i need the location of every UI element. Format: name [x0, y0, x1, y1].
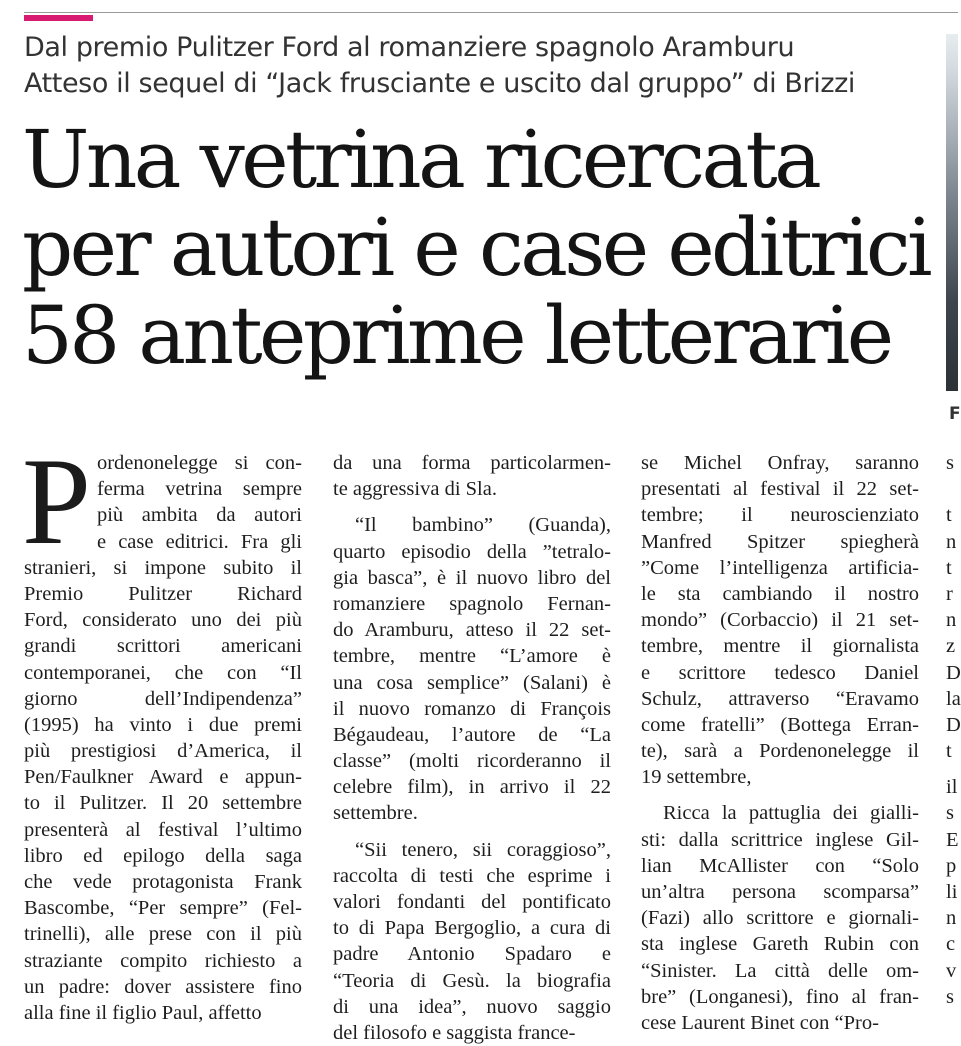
- text-line: una cosa semplice” (Salani) è: [333, 671, 611, 694]
- text-line: grandi scrittori americani: [24, 635, 302, 658]
- text-line: z: [946, 635, 956, 658]
- text-line: giorno dell’Indipendenza”: [24, 687, 302, 710]
- text-line: t: [946, 740, 952, 763]
- article-paragraph: [641, 450, 919, 790]
- text-line: e scrittore tedesco Daniel: [641, 661, 919, 684]
- photo-edge: [946, 34, 958, 391]
- text-line: lian McAllister con “Solo: [641, 854, 919, 877]
- text-line: sti: dalla scrittrice inglese Gil-: [641, 828, 919, 851]
- kicker-line-2: Atteso il sequel di “Jack frusciante e uscito dal gruppo” di Brizzi: [24, 68, 856, 99]
- text-line: 19 settembre,: [641, 766, 752, 789]
- text-line: n: [946, 609, 957, 632]
- text-line: raccolta di testi che esprime i: [333, 864, 611, 887]
- text-line: padre Antonio Spadaro e: [333, 943, 611, 966]
- article-paragraph: [946, 774, 958, 1010]
- article-paragraph: [641, 800, 919, 1036]
- text-line: celebre film), in arrivo il 22: [333, 776, 611, 799]
- text-line: la: [946, 687, 961, 710]
- text-line: s: [946, 985, 954, 1008]
- text-line: contemporanei, che con “Il: [24, 661, 302, 684]
- article-column-1: [22, 433, 302, 1026]
- text-line: libro ed epilogo della saga: [24, 844, 302, 867]
- text-line: D: [946, 661, 961, 684]
- text-line: to il Pulitzer. Il 20 settembre: [24, 792, 302, 815]
- text-line: Bascombe, “Per sempre” (Fel-: [24, 897, 302, 920]
- text-line: (1995) ha vinto i due premi: [24, 713, 302, 736]
- photo-caption-fragment: F: [949, 404, 961, 424]
- text-line: Pen/Faulkner Award e appun-: [24, 766, 302, 789]
- text-line: e case editrici. Fra gli: [96, 530, 302, 553]
- text-line: c: [946, 933, 956, 956]
- text-line: sta inglese Gareth Rubin con: [641, 933, 919, 956]
- text-line: le sta cambiando il nostro: [641, 582, 919, 605]
- text-line: tembre, mentre “L’amore è: [333, 645, 611, 668]
- text-line: un’altra persona scomparsa”: [641, 881, 919, 903]
- text-line: “Teoria di Gesù. la biografia: [333, 969, 611, 992]
- article-column-2: [333, 450, 611, 1046]
- text-line: mondo” (Corbaccio) il 21 set-: [641, 609, 919, 632]
- text-line: un padre: dover assistere fino: [24, 975, 302, 998]
- text-line: v: [946, 959, 957, 982]
- kicker-line-1: Dal premio Pulitzer Ford al romanziere spagnolo Aramburu: [24, 32, 795, 63]
- text-line: te aggressiva di Sla.: [333, 478, 497, 501]
- text-line: classe” (molti ricorderanno il: [333, 750, 611, 773]
- text-line: il nuovo romanzo di François: [333, 697, 611, 720]
- text-line: più prestigiosi d’America, il: [24, 740, 302, 763]
- text-line: “Il bambino” (Guanda),: [355, 514, 611, 537]
- text-line: alla fine il figlio Paul, affetto: [24, 1001, 262, 1024]
- article-paragraph: [946, 450, 961, 764]
- text-line: settembre.: [333, 802, 418, 825]
- text-line: presentati al festival il 22 set-: [641, 478, 919, 501]
- text-line: do Aramburu, atteso il 22 set-: [333, 619, 611, 642]
- text-line: n: [946, 907, 957, 930]
- text-line: che vede protagonista Frank: [24, 871, 302, 893]
- text-line: Bégaudeau, l’autore de “La: [333, 723, 611, 746]
- text-line: te), sarà a Pordenonelegge il: [641, 740, 919, 763]
- text-line: to di Papa Bergoglio, a cura di: [333, 917, 611, 940]
- text-line: stranieri, si impone subito il: [24, 556, 302, 579]
- text-line: il: [946, 776, 958, 799]
- text-line: li: [946, 881, 958, 903]
- text-line: cese Laurent Binet con “Pro-: [641, 1011, 879, 1034]
- text-line: quarto episodio della ”tetralo-: [333, 540, 611, 563]
- drop-cap: P: [22, 433, 91, 570]
- article-paragraph: [333, 450, 611, 502]
- text-line: t: [946, 504, 952, 527]
- text-line: del filosofo e saggista france-: [333, 1021, 576, 1044]
- text-line: ferma vetrina sempre: [96, 478, 302, 501]
- text-line: come fratelli” (Bottega Erran-: [641, 713, 919, 736]
- text-line: Ricca la pattuglia dei gialli-: [663, 802, 919, 825]
- headline-line-3: 58 anteprime letterarie: [22, 289, 891, 382]
- text-line: r: [946, 582, 953, 605]
- article-column-3: [641, 450, 919, 1036]
- text-line: [946, 476, 958, 502]
- section-accent-bar: [24, 15, 93, 21]
- text-line: E: [946, 828, 959, 851]
- text-line: Manfred Spitzer spiegherà: [641, 530, 919, 553]
- text-line: romanziere spagnolo Fernan-: [333, 592, 611, 615]
- article-column-4-cropped: [946, 450, 961, 1010]
- text-line: tembre, mentre il giornalista: [641, 635, 919, 658]
- text-line: se Michel Onfray, saranno: [641, 452, 919, 474]
- text-line: straziante compito richiesto a: [24, 949, 302, 972]
- text-line: “Sinister. La città delle om-: [641, 959, 919, 982]
- text-line: bre” (Longanesi), fino al fran-: [641, 985, 919, 1008]
- top-rule: [24, 12, 958, 13]
- text-line: p: [946, 854, 957, 877]
- text-line: s: [946, 452, 954, 474]
- text-line: Premio Pulitzer Richard: [24, 582, 302, 605]
- text-line: da una forma particolarmen-: [333, 452, 611, 474]
- headline-line-1: Una vetrina ricercata: [22, 113, 819, 206]
- text-line: “Sii tenero, sii coraggioso”,: [355, 838, 611, 861]
- text-line: tembre; il neuroscienziato: [641, 504, 919, 527]
- text-line: ordenonelegge si con-: [96, 452, 302, 474]
- text-line: presenterà al festival l’ultimo: [24, 818, 302, 841]
- article-paragraph: [333, 837, 611, 1046]
- text-line: Ford, considerato uno dei più: [24, 609, 302, 632]
- headline-line-2: per autori e case editrici: [22, 201, 930, 294]
- text-line: di una idea”, nuovo saggio: [333, 995, 611, 1018]
- text-line: n: [946, 530, 957, 553]
- text-line: gia basca”, è il nuovo libro del: [333, 566, 611, 589]
- text-line: ”Come l’intelligenza artificia-: [641, 556, 919, 579]
- text-line: D: [946, 713, 961, 736]
- text-line: Schulz, attraverso “Eravamo: [641, 687, 919, 710]
- text-line: s: [946, 802, 954, 825]
- text-line: più ambita da autori: [96, 504, 302, 527]
- text-line: trinelli), alle prese con il più: [24, 923, 302, 946]
- article-paragraph: [333, 512, 611, 826]
- text-line: t: [946, 556, 952, 579]
- text-line: valori fondanti del pontificato: [333, 891, 611, 913]
- text-line: (Fazi) allo scrittore e giornali-: [641, 907, 919, 930]
